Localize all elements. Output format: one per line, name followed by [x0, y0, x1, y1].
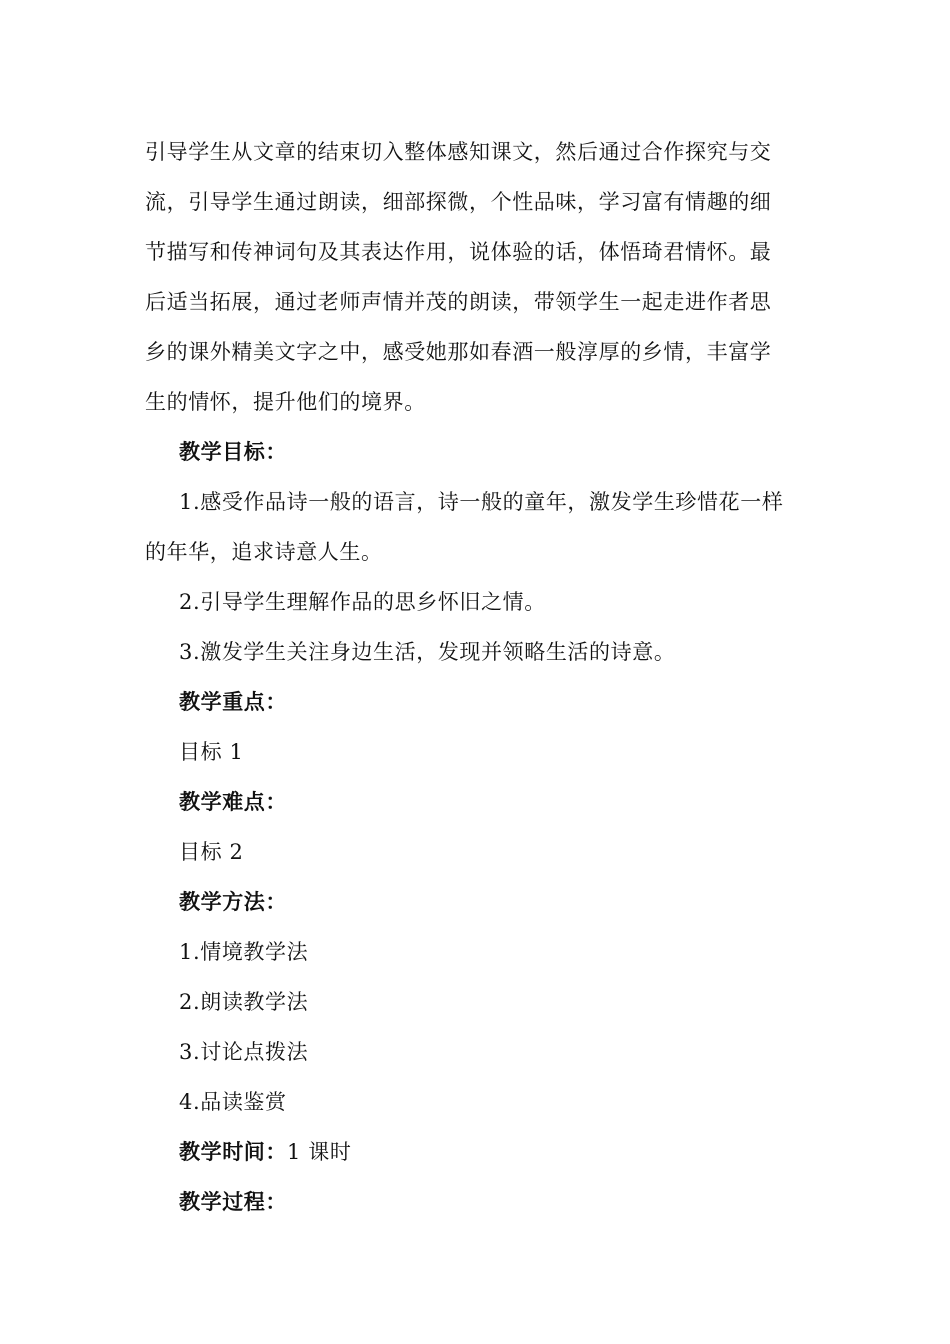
- intro-line: 引导学生从文章的结束切入整体感知课文，然后通过合作探究与交: [145, 140, 772, 164]
- time-row: [179, 1127, 839, 1177]
- intro-line: 后适当拓展，通过老师声情并茂的朗读，带领学生一起走进作者思: [145, 290, 772, 314]
- objective-item-2: 2.引导学生理解作品的思乡怀旧之情。: [179, 590, 546, 614]
- intro-line: 流，引导学生通过朗读，细部探微，个性品味，学习富有情趣的细: [145, 190, 772, 214]
- objective-item-1-line-2: 的年华，追求诗意人生。: [145, 540, 383, 564]
- time-value: 1 课时: [287, 1140, 352, 1164]
- intro-paragraph: [145, 127, 805, 427]
- process-heading: 教学过程：: [179, 1189, 287, 1214]
- method-item: 3.讨论点拨法: [179, 1040, 309, 1064]
- objectives-heading: 教学目标：: [179, 439, 287, 464]
- intro-line: 乡的课外精美文字之中，感受她那如春酒一般淳厚的乡情，丰富学: [145, 340, 772, 364]
- intro-line: 生的情怀，提升他们的境界。: [145, 390, 426, 414]
- method-item: 2.朗读教学法: [179, 990, 309, 1014]
- objective-item-1-line-1: 1.感受作品诗一般的语言，诗一般的童年，激发学生珍惜花一样: [179, 490, 784, 514]
- intro-line: 节描写和传神词句及其表达作用，说体验的话，体悟琦君情怀。最: [145, 240, 772, 264]
- objective-item-1: [145, 477, 805, 577]
- key-point-value: 目标 1: [179, 740, 244, 764]
- method-item: 4.品读鉴赏: [179, 1090, 287, 1114]
- method-item: 1.情境教学法: [179, 940, 309, 964]
- difficulty-heading: 教学难点：: [179, 789, 287, 814]
- methods-heading: 教学方法：: [179, 889, 287, 914]
- difficulty-value: 目标 2: [179, 840, 244, 864]
- objective-item-3: 3.激发学生关注身边生活，发现并领略生活的诗意。: [179, 640, 676, 664]
- key-point-heading: 教学重点：: [179, 689, 287, 714]
- time-heading: 教学时间：: [179, 1139, 287, 1164]
